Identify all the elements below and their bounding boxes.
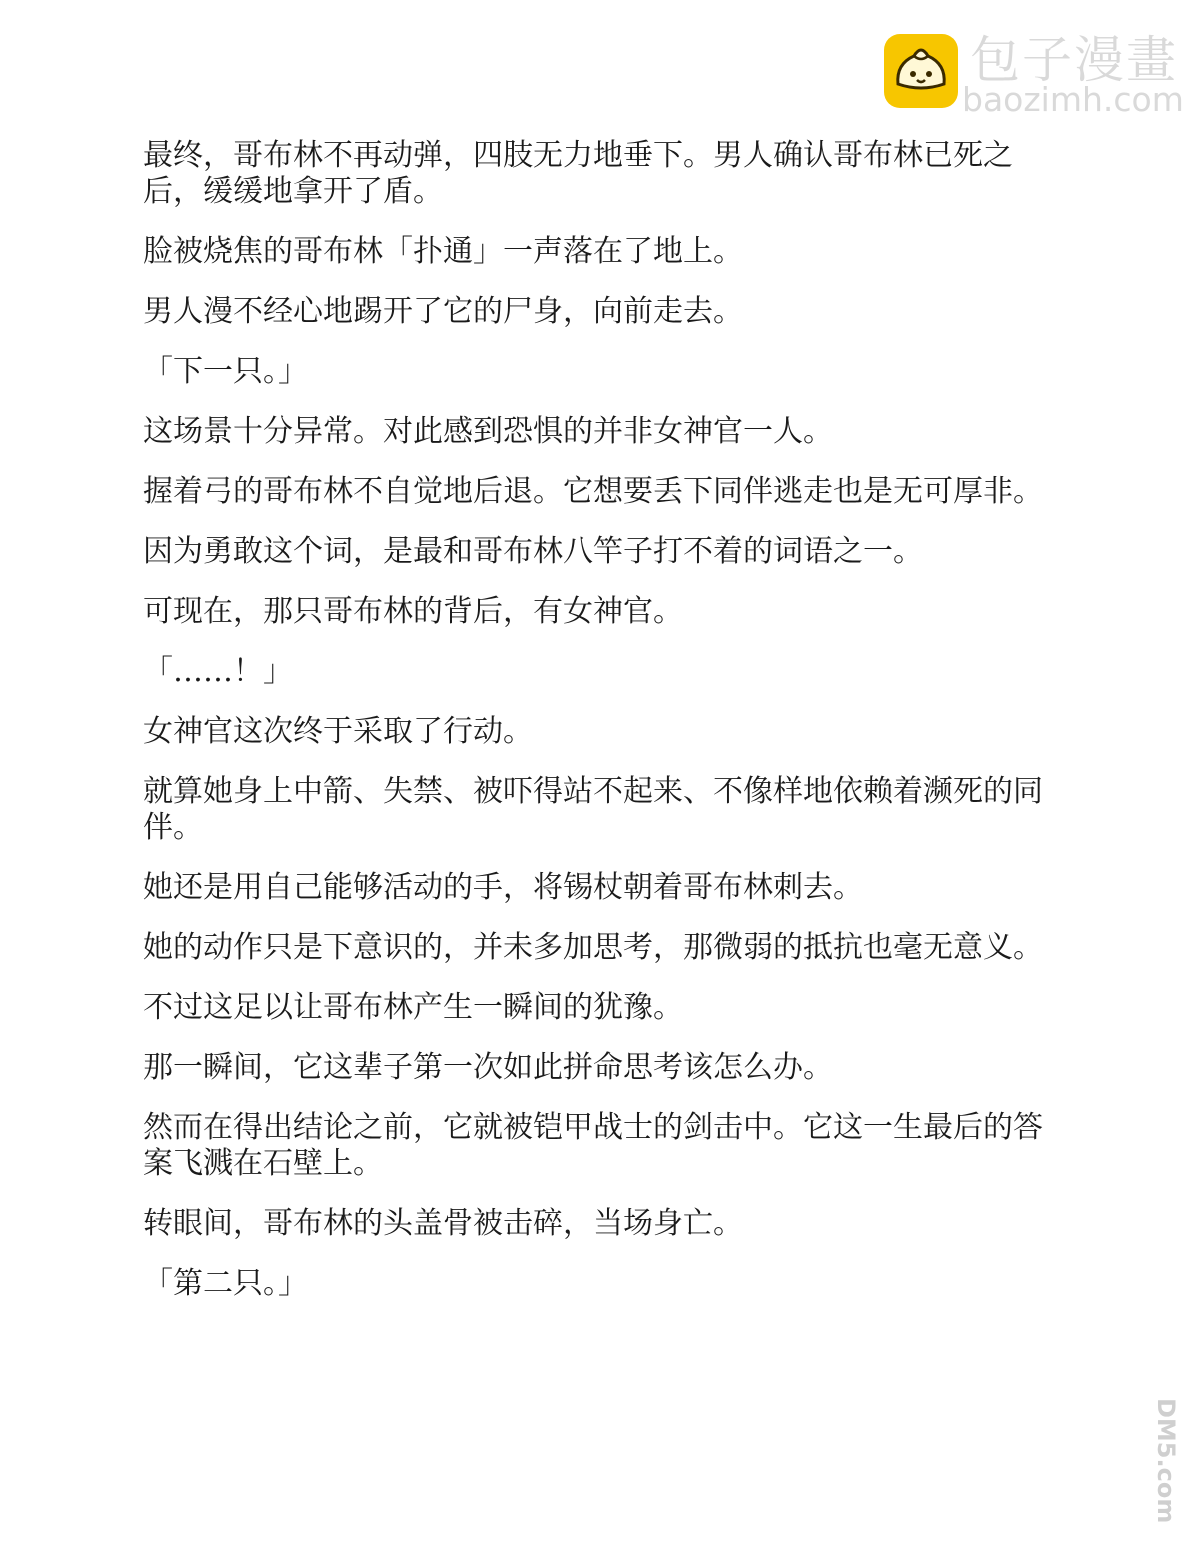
paragraph: 那一瞬间，它这辈子第一次如此拼命思考该怎么办。 [143, 1050, 833, 1085]
paragraph: 女神官这次终于采取了行动。 [143, 714, 533, 749]
side-watermark [1146, 1398, 1186, 1544]
paragraph: 男人漫不经心地踢开了它的尸身，向前走去。 [143, 294, 743, 329]
paragraph: 她还是用自己能够活动的手，将锡杖朝着哥布林刺去。 [143, 870, 863, 905]
watermark-site-url: baozimh.com [962, 80, 1184, 119]
paragraph: 「下一只。」 [143, 354, 308, 389]
paragraph: 「……！」 [143, 654, 293, 689]
side-watermark-text: DM5.com [1152, 1398, 1180, 1524]
watermark-site-name: 包子漫畫 [970, 31, 1178, 89]
paragraph: 「第二只。」 [143, 1266, 308, 1301]
paragraph: 她的动作只是下意识的，并未多加思考，那微弱的抵抗也毫无意义。 [143, 930, 1043, 965]
bun-logo-icon [884, 34, 958, 108]
paragraph: 可现在，那只哥布林的背后，有女神官。 [143, 594, 683, 629]
paragraph: 这场景十分异常。对此感到恐惧的并非女神官一人。 [143, 414, 833, 449]
paragraph: 不过这足以让哥布林产生一瞬间的犹豫。 [143, 990, 683, 1025]
site-watermark [884, 31, 1184, 119]
paragraph: 因为勇敢这个词，是最和哥布林八竿子打不着的词语之一。 [143, 534, 923, 569]
paragraph: 就算她身上中箭、失禁、被吓得站不起来、不像样地依赖着濒死的同伴。 [143, 774, 1043, 845]
paragraph: 转眼间，哥布林的头盖骨被击碎，当场身亡。 [143, 1206, 743, 1241]
paragraph: 然而在得出结论之前，它就被铠甲战士的剑击中。它这一生最后的答案飞溅在石壁上。 [143, 1110, 1043, 1181]
paragraph: 握着弓的哥布林不自觉地后退。它想要丢下同伴逃走也是无可厚非。 [143, 474, 1043, 509]
novel-text [143, 138, 1058, 1326]
paragraph: 脸被烧焦的哥布林「扑通」一声落在了地上。 [143, 234, 743, 269]
paragraph: 最终，哥布林不再动弹，四肢无力地垂下。男人确认哥布林已死之后，缓缓地拿开了盾。 [143, 138, 1013, 209]
